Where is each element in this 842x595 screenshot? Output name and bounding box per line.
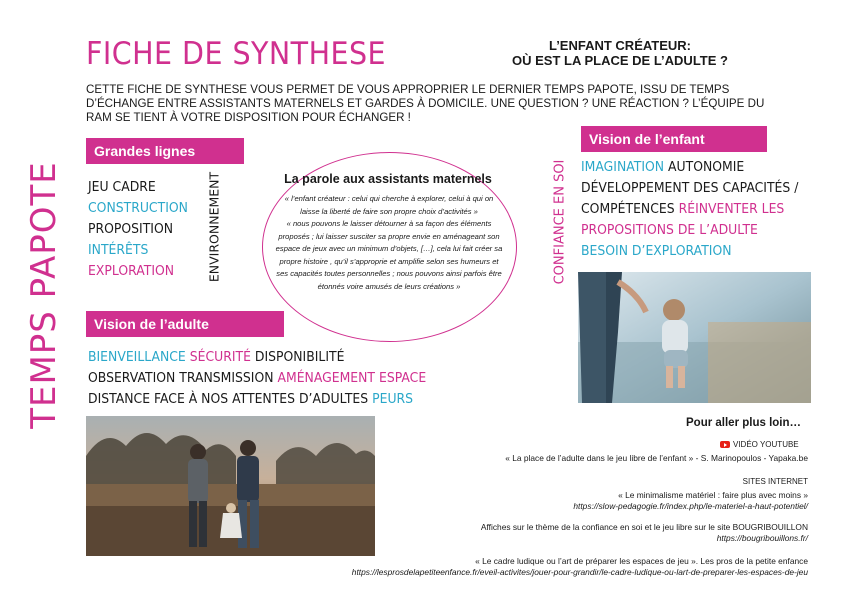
- word-jeu-cadre: JEU CADRE: [88, 179, 156, 195]
- confiance-text: CONFIANCE EN SOI: [552, 159, 568, 285]
- word-bienveillance: BIENVEILLANCE: [88, 349, 186, 365]
- site-1-url[interactable]: https://slow-pedagogie.fr/index.php/le-materiel-a-haut-potentiel/: [573, 501, 808, 511]
- subtitle-line-2: OÙ EST LA PLACE DE L’ADULTE ?: [512, 53, 728, 68]
- site-2: [481, 522, 808, 544]
- vision-enfant-line-1: [581, 157, 802, 178]
- site-1-title: « Le minimalisme matériel : faire plus avec moins »: [618, 490, 808, 500]
- site-3-url[interactable]: https://lesprosdelapetiteenfance.fr/eveil-activites/jouer-pour-grandir/le-cadre-ludique-ou-lart-de-preparer-les-espaces-de-jeu: [351, 567, 808, 577]
- child-walking-photo: [578, 272, 811, 403]
- vision-enfant-line-2: DÉVELOPPEMENT DES CAPACITÉS /: [581, 180, 799, 196]
- environnement-text: ENVIRONNEMENT: [206, 171, 222, 283]
- word-observation-transmission: OBSERVATION TRANSMISSION: [88, 370, 274, 386]
- word-competences: COMPÉTENCES: [581, 201, 675, 217]
- site-2-title: Affiches sur le thème de la confiance en soi et le jeu libre sur le site BOUGRIBOUILLON: [480, 522, 808, 532]
- environnement-vertical: [200, 170, 228, 285]
- subtitle-line-1: L’ENFANT CRÉATEUR:: [548, 38, 692, 53]
- word-reinventer: RÉINVENTER LES: [678, 201, 785, 217]
- side-title: [4, 150, 84, 440]
- vision-enfant-label: Vision de l’enfant: [581, 126, 767, 152]
- word-amenagement-espace: AMÉNAGEMENT ESPACE: [277, 370, 427, 386]
- parole-paragraph-1: « l’enfant créateur : celui qui cherche à explorer, celui à qui on laisse la liberté de faire son propre choix d’activités »: [284, 194, 494, 216]
- vision-adulte-label: Vision de l’adulte: [86, 311, 284, 337]
- word-distance: DISTANCE FACE À NOS ATTENTES D’ADULTES: [88, 391, 369, 407]
- sites-label: SITES INTERNET: [742, 477, 808, 486]
- family-walking-illustration: [86, 416, 375, 556]
- grandes-lignes-words: [88, 177, 198, 282]
- youtube-icon: [720, 441, 730, 448]
- family-walking-photo: [86, 416, 375, 556]
- parole-text: [274, 193, 504, 293]
- word-imagination: IMAGINATION: [581, 159, 665, 175]
- word-interets: INTÉRÊTS: [88, 242, 149, 258]
- video-section-label: [720, 440, 799, 449]
- parole-title: La parole aux assistants maternels: [284, 172, 492, 186]
- confiance-vertical: [545, 150, 575, 295]
- word-peurs: PEURS: [372, 391, 414, 407]
- word-exploration: EXPLORATION: [88, 263, 175, 279]
- word-proposition: PROPOSITION: [88, 221, 174, 237]
- vision-enfant-line-3: [581, 199, 802, 220]
- vision-enfant-words: [581, 157, 802, 262]
- site-3-title: « Le cadre ludique ou l’art de préparer les espaces de jeu ». Les pros de la petite enfance: [475, 556, 808, 566]
- site-2-url[interactable]: https://bougribouillons.fr/: [716, 533, 808, 543]
- further-title: Pour aller plus loin…: [686, 417, 802, 429]
- page-title: FICHE DE SYNTHESE: [86, 36, 387, 72]
- word-disponibilite: DISPONIBILITÉ: [254, 349, 345, 365]
- video-reference[interactable]: « La place de l’adulte dans le jeu libre de l’enfant » - S. Marinopoulos - Yapaka.be: [505, 453, 808, 463]
- word-construction: CONSTRUCTION: [88, 200, 188, 216]
- word-securite: SÉCURITÉ: [189, 349, 251, 365]
- site-1: [573, 490, 808, 512]
- grandes-lignes-label: Grandes lignes: [86, 138, 244, 164]
- vision-enfant-line-4: PROPOSITIONS DE L’ADULTE: [581, 222, 758, 238]
- word-autonomie: AUTONOMIE: [668, 159, 745, 175]
- site-3: [352, 556, 808, 578]
- vision-adulte-line-3: [88, 389, 456, 410]
- vision-adulte-line-2: [88, 368, 456, 389]
- vision-enfant-line-5: BESOIN D’EXPLORATION: [581, 243, 732, 259]
- vision-adulte-words: [88, 347, 456, 410]
- side-title-text: TEMPS PAPOTE: [24, 161, 64, 429]
- parole-paragraph-2: « nous pouvons le laisser détourner à sa façon des éléments proposés ; lui laisser susciter sa propre envie en aménageant son espace de jeux avec un minimum d’objets, […], cela lui fait créer sa propre histoire , qu’il s’approprie et amplifie selon ses humeurs et ses capacités toutes personnelles ; nous pouvons ainsi parfois être étonnés voire amusés de leurs créations »: [275, 219, 503, 291]
- child-walking-illustration: [578, 272, 811, 403]
- page-subtitle: [470, 38, 770, 68]
- vision-adulte-line-1: [88, 347, 456, 368]
- video-label: VIDÉO YOUTUBE: [733, 440, 799, 449]
- intro-text: CETTE FICHE DE SYNTHESE VOUS PERMET DE VOUS APPROPRIER LE DERNIER TEMPS PAPOTE, ISSU DE TEMPS D’ÉCHANGE ENTRE ASSISTANTS MATERNELS ET GARDES À DOMICILE. UNE QUESTION ? UNE RÉACTION ? L’ÉQUIPE DU RAM SE TIENT À VOTRE DISPOSITION POUR ÉCHANGER !: [86, 83, 765, 124]
